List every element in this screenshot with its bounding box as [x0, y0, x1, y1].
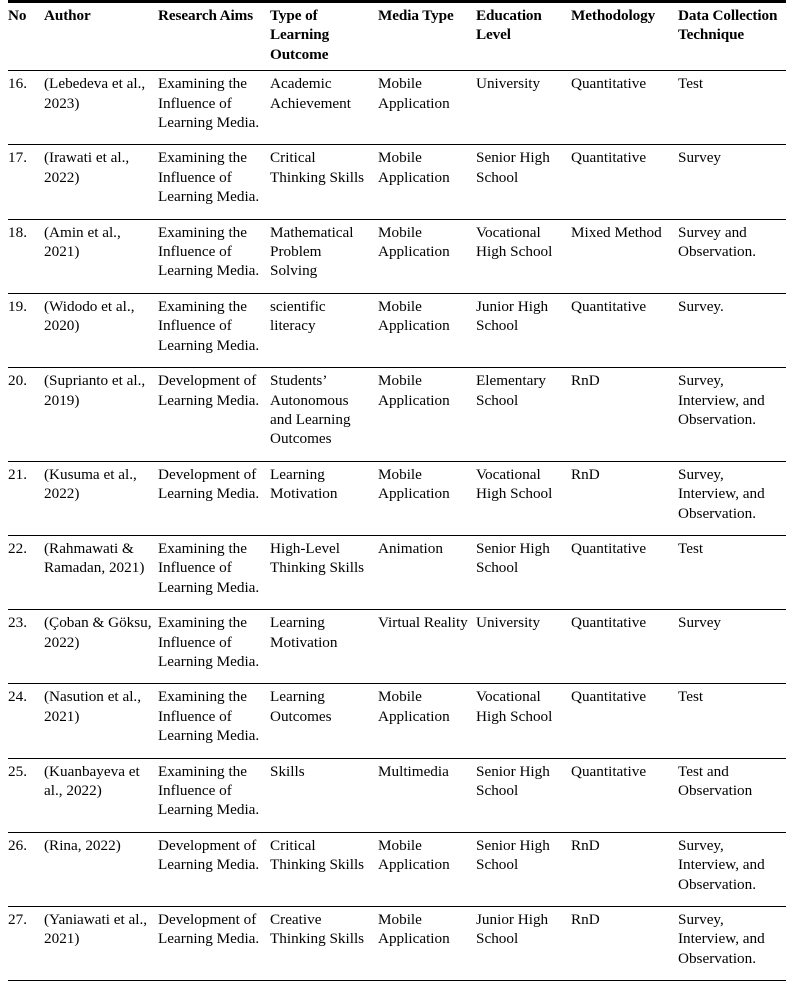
column-header-author: Author: [44, 2, 158, 71]
table-cell-no: 20.: [8, 368, 44, 462]
table-header-row: [8, 2, 786, 71]
table-cell-aims: Examining the Influence of Learning Media.: [158, 535, 270, 609]
table-cell-method: Quantitative: [571, 758, 678, 832]
table-cell-no: 24.: [8, 684, 44, 758]
table-cell-author: (Çoban & Göksu, 2022): [44, 610, 158, 684]
table-row: [8, 907, 786, 981]
table-cell-no: 23.: [8, 610, 44, 684]
table-cell-media: Multimedia: [378, 758, 476, 832]
table-cell-method: RnD: [571, 832, 678, 906]
table-cell-method: Quantitative: [571, 293, 678, 367]
table-cell-aims: Examining the Influence of Learning Media.: [158, 758, 270, 832]
table-cell-author: (Suprianto et al., 2019): [44, 368, 158, 462]
table-cell-education: Senior High School: [476, 535, 571, 609]
table-cell-aims: Examining the Influence of Learning Media.: [158, 71, 270, 145]
table-cell-media: Virtual Reality: [378, 610, 476, 684]
table-cell-outcome: Critical Thinking Skills: [270, 145, 378, 219]
table-cell-no: 16.: [8, 71, 44, 145]
table-cell-outcome: High-Level Thinking Skills: [270, 535, 378, 609]
table-row: [8, 368, 786, 462]
table-cell-education: Junior High School: [476, 907, 571, 981]
table-cell-author: (Rina, 2022): [44, 832, 158, 906]
table-cell-outcome: Students’ Autonomous and Learning Outcomes: [270, 368, 378, 462]
table-cell-method: Quantitative: [571, 535, 678, 609]
column-header-data-collection-technique: Data Collection Technique: [678, 2, 786, 71]
column-header-education-level: Education Level: [476, 2, 571, 71]
table-cell-technique: Survey and Observation.: [678, 219, 786, 293]
table-cell-technique: Test and Observation: [678, 758, 786, 832]
table-body: [8, 71, 786, 981]
table-cell-method: Mixed Method: [571, 219, 678, 293]
table-row: [8, 293, 786, 367]
systematic-review-table: [8, 0, 786, 981]
table-cell-education: Elementary School: [476, 368, 571, 462]
table-cell-author: (Rahmawati & Ramadan, 2021): [44, 535, 158, 609]
table-row: [8, 610, 786, 684]
table-row: [8, 145, 786, 219]
table-cell-education: University: [476, 610, 571, 684]
table-cell-no: 22.: [8, 535, 44, 609]
table-cell-method: Quantitative: [571, 610, 678, 684]
table-cell-author: (Kuanbayeva et al., 2022): [44, 758, 158, 832]
column-header-media-type: Media Type: [378, 2, 476, 71]
table-cell-education: Senior High School: [476, 758, 571, 832]
table-cell-education: Junior High School: [476, 293, 571, 367]
table-row: [8, 758, 786, 832]
column-header-no: No: [8, 2, 44, 71]
table-cell-technique: Survey, Interview, and Observation.: [678, 461, 786, 535]
table-cell-no: 25.: [8, 758, 44, 832]
table-row: [8, 461, 786, 535]
column-header-type-of-learning-outcome: Type of Learning Outcome: [270, 2, 378, 71]
table-cell-outcome: Mathematical Problem Solving: [270, 219, 378, 293]
table-cell-outcome: Critical Thinking Skills: [270, 832, 378, 906]
table-cell-aims: Examining the Influence of Learning Media.: [158, 145, 270, 219]
table-cell-media: Mobile Application: [378, 832, 476, 906]
table-cell-media: Mobile Application: [378, 219, 476, 293]
table-cell-technique: Survey: [678, 610, 786, 684]
table-cell-no: 27.: [8, 907, 44, 981]
table-cell-education: University: [476, 71, 571, 145]
table-cell-aims: Examining the Influence of Learning Media.: [158, 219, 270, 293]
table-cell-technique: Survey: [678, 145, 786, 219]
table-row: [8, 684, 786, 758]
table-cell-author: (Lebedeva et al., 2023): [44, 71, 158, 145]
table-cell-education: Vocational High School: [476, 461, 571, 535]
column-header-research-aims: Research Aims: [158, 2, 270, 71]
table-cell-education: Senior High School: [476, 832, 571, 906]
table-cell-aims: Examining the Influence of Learning Media.: [158, 293, 270, 367]
table-cell-outcome: scientific literacy: [270, 293, 378, 367]
table-cell-method: Quantitative: [571, 71, 678, 145]
table-cell-media: Mobile Application: [378, 145, 476, 219]
table-cell-method: RnD: [571, 461, 678, 535]
table-cell-outcome: Learning Motivation: [270, 610, 378, 684]
table-cell-no: 18.: [8, 219, 44, 293]
table-cell-method: RnD: [571, 907, 678, 981]
table-cell-author: (Nasution et al., 2021): [44, 684, 158, 758]
table-cell-author: (Kusuma et al., 2022): [44, 461, 158, 535]
column-header-methodology: Methodology: [571, 2, 678, 71]
table-row: [8, 71, 786, 145]
table-cell-method: Quantitative: [571, 145, 678, 219]
table-cell-media: Mobile Application: [378, 461, 476, 535]
table-cell-outcome: Learning Outcomes: [270, 684, 378, 758]
table-cell-method: Quantitative: [571, 684, 678, 758]
table-cell-outcome: Skills: [270, 758, 378, 832]
table-row: [8, 832, 786, 906]
table-cell-media: Mobile Application: [378, 71, 476, 145]
table-cell-aims: Examining the Influence of Learning Media.: [158, 610, 270, 684]
table-cell-technique: Survey, Interview, and Observation.: [678, 832, 786, 906]
table-cell-education: Senior High School: [476, 145, 571, 219]
table-cell-no: 19.: [8, 293, 44, 367]
table-cell-education: Vocational High School: [476, 219, 571, 293]
table-cell-education: Vocational High School: [476, 684, 571, 758]
table-cell-media: Mobile Application: [378, 907, 476, 981]
table-row: [8, 535, 786, 609]
table-cell-media: Mobile Application: [378, 368, 476, 462]
table-cell-technique: Test: [678, 684, 786, 758]
table-cell-outcome: Learning Motivation: [270, 461, 378, 535]
table-header: [8, 2, 786, 71]
table-cell-author: (Widodo et al., 2020): [44, 293, 158, 367]
table-cell-media: Mobile Application: [378, 684, 476, 758]
table-cell-outcome: Academic Achievement: [270, 71, 378, 145]
table-cell-technique: Survey, Interview, and Observation.: [678, 907, 786, 981]
table-cell-technique: Survey.: [678, 293, 786, 367]
table-cell-no: 21.: [8, 461, 44, 535]
table-cell-no: 17.: [8, 145, 44, 219]
table-cell-media: Animation: [378, 535, 476, 609]
table-cell-no: 26.: [8, 832, 44, 906]
table-cell-outcome: Creative Thinking Skills: [270, 907, 378, 981]
table-cell-aims: Development of Learning Media.: [158, 832, 270, 906]
table-cell-media: Mobile Application: [378, 293, 476, 367]
table-cell-method: RnD: [571, 368, 678, 462]
table-cell-aims: Development of Learning Media.: [158, 907, 270, 981]
table-cell-aims: Examining the Influence of Learning Media.: [158, 684, 270, 758]
table-cell-aims: Development of Learning Media.: [158, 368, 270, 462]
table-cell-author: (Irawati et al., 2022): [44, 145, 158, 219]
table-row: [8, 219, 786, 293]
table-cell-author: (Amin et al., 2021): [44, 219, 158, 293]
table-cell-author: (Yaniawati et al., 2021): [44, 907, 158, 981]
table-cell-technique: Survey, Interview, and Observation.: [678, 368, 786, 462]
table-cell-technique: Test: [678, 535, 786, 609]
table-cell-aims: Development of Learning Media.: [158, 461, 270, 535]
table-cell-technique: Test: [678, 71, 786, 145]
